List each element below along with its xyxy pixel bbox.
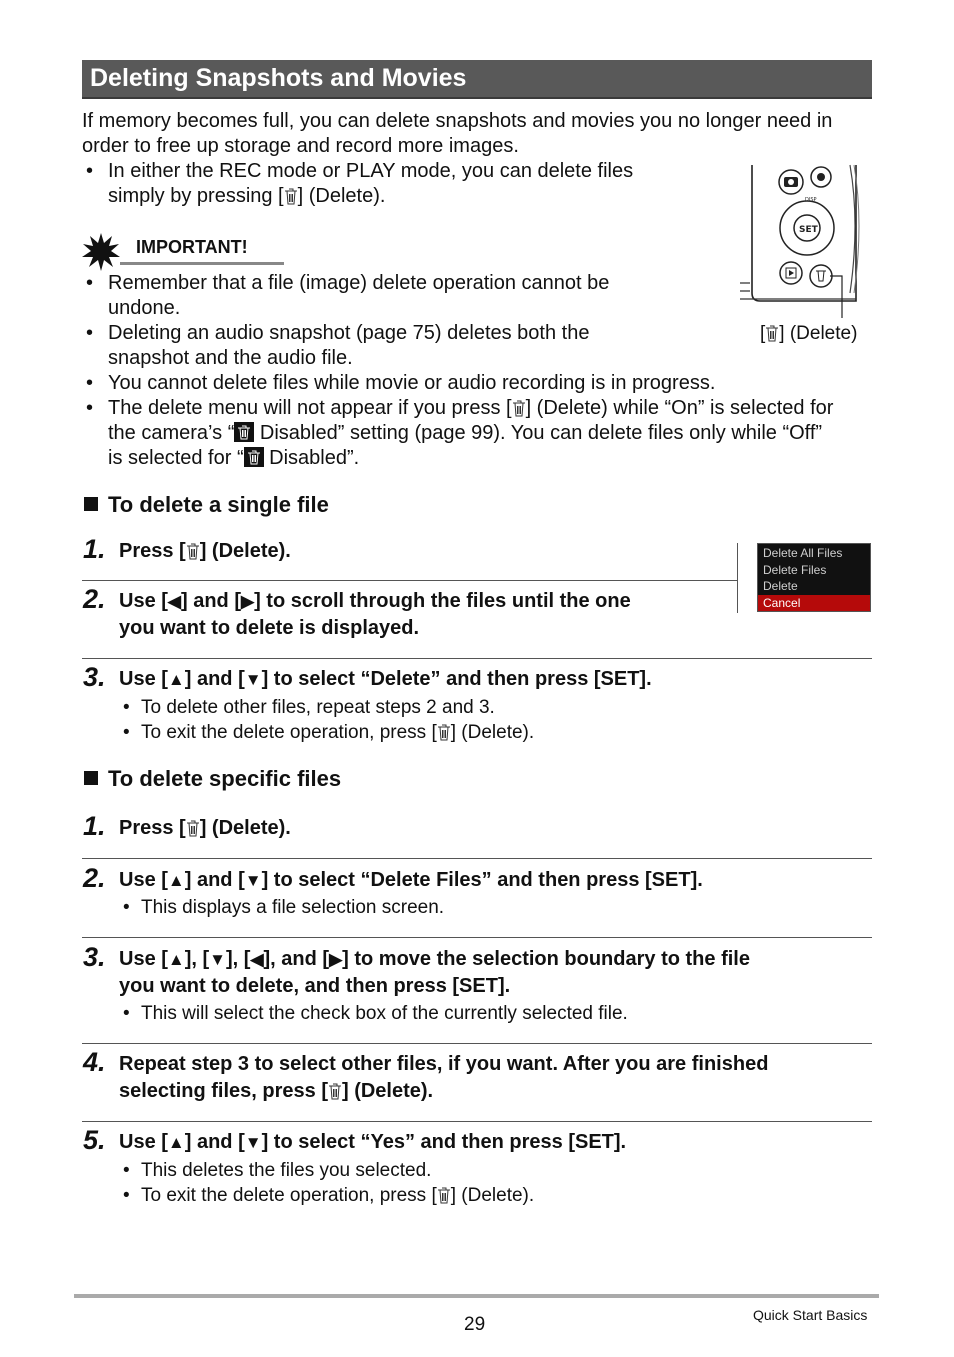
- intro-bullet: • In either the REC mode or PLAY mode, you can delete files simply by pressing [ ] (Delete).: [86, 160, 634, 207]
- specific-files-heading: To delete specific files: [84, 766, 341, 792]
- trash-box-icon: [234, 422, 254, 442]
- step-number: 2.: [83, 584, 106, 614]
- divider: [82, 1121, 872, 1122]
- trash-icon: [437, 723, 451, 741]
- step-number: 5.: [83, 1125, 106, 1155]
- step-number: 3.: [83, 662, 106, 692]
- specific-step-3: Use [▲], [▼], [◀], and [▶] to move the selection boundary to the file you want to delete, and then press [SET].: [119, 948, 750, 997]
- important-underline: [120, 262, 284, 265]
- trash-icon: [328, 1082, 342, 1100]
- page-title: Deleting Snapshots and Movies: [90, 64, 467, 92]
- svg-text:SET: SET: [799, 225, 818, 235]
- delete-menu-screenshot: [757, 543, 871, 612]
- step-number: 2.: [83, 863, 106, 893]
- important-bullet-3: • You cannot delete files while movie or audio recording is in progress.: [86, 372, 716, 394]
- divider: [82, 658, 872, 659]
- menu-item-delete-files: Delete Files: [763, 562, 827, 577]
- single-file-heading: To delete a single file: [84, 492, 329, 518]
- step-number: 3.: [83, 942, 106, 972]
- camera-back-illustration: [738, 163, 863, 323]
- step-number: 4.: [83, 1047, 106, 1077]
- trash-icon: [512, 399, 526, 417]
- specific-step-2-sub: • This displays a file selection screen.: [123, 897, 445, 918]
- specific-step-3-sub: • This will select the check box of the currently selected file.: [123, 1003, 628, 1024]
- important-starburst-icon: [82, 233, 120, 276]
- trash-icon: [186, 819, 200, 837]
- specific-step-2: Use [▲] and [▼] to select “Delete Files” and then press [SET].: [119, 869, 703, 891]
- divider: [82, 937, 872, 938]
- important-bullet-4: • The delete menu will not appear if you press [ ] (Delete) while “On” is selected for the camera’s “ Disabled” setting (page 99). You can delete files only while “Off” is selected for “ Disabled”.: [86, 397, 834, 469]
- step-number: 1.: [83, 534, 106, 564]
- menu-item-delete-all: Delete All Files: [763, 546, 843, 560]
- important-label: IMPORTANT!: [136, 237, 248, 257]
- specific-step-5-sub-1: • This deletes the files you selected.: [123, 1160, 432, 1181]
- intro-paragraph: If memory becomes full, you can delete snapshots and movies you no longer need in order to free up storage and record more images.: [82, 110, 833, 157]
- divider: [82, 858, 872, 859]
- trash-icon: [765, 324, 779, 342]
- trash-icon: [284, 187, 298, 205]
- footer-section-label: Quick Start Basics: [753, 1307, 868, 1323]
- divider: [82, 580, 738, 581]
- section-title-bar: [82, 60, 872, 99]
- step-number: 1.: [83, 811, 106, 841]
- important-bullet-1: • Remember that a file (image) delete operation cannot be undone.: [86, 272, 610, 319]
- trash-icon: [437, 1186, 451, 1204]
- specific-step-5: Use [▲] and [▼] to select “Yes” and then press [SET].: [119, 1131, 627, 1153]
- svg-text:DISP: DISP: [805, 197, 817, 203]
- specific-step-4: Repeat step 3 to select other files, if you want. After you are finished selecting files, press [ ] (Delete).: [119, 1053, 769, 1102]
- footer-rule: [74, 1294, 879, 1298]
- delete-button-caption: [ ] (Delete): [760, 323, 858, 344]
- single-step-3: Use [▲] and [▼] to select “Delete” and then press [SET].: [119, 668, 652, 690]
- divider: [82, 1043, 872, 1044]
- single-step-3-sub-1: • To delete other files, repeat steps 2 and 3.: [123, 697, 495, 718]
- specific-step-5-sub-2: • To exit the delete operation, press [ ] (Delete).: [123, 1185, 535, 1206]
- page-number: 29: [464, 1314, 486, 1335]
- trash-icon: [186, 542, 200, 560]
- single-step-3-sub-2: • To exit the delete operation, press [ ] (Delete).: [123, 722, 535, 743]
- menu-item-delete: Delete: [763, 579, 798, 593]
- trash-box-icon: [244, 447, 264, 467]
- specific-step-1: Press [ ] (Delete).: [119, 817, 291, 839]
- single-step-1: Press [ ] (Delete).: [119, 540, 291, 562]
- single-step-2: Use [◀] and [▶] to scroll through the files until the one you want to delete is displayed.: [119, 590, 631, 639]
- important-bullet-2: • Deleting an audio snapshot (page 75) deletes both the snapshot and the audio file.: [86, 322, 590, 369]
- menu-item-cancel: Cancel: [758, 595, 870, 612]
